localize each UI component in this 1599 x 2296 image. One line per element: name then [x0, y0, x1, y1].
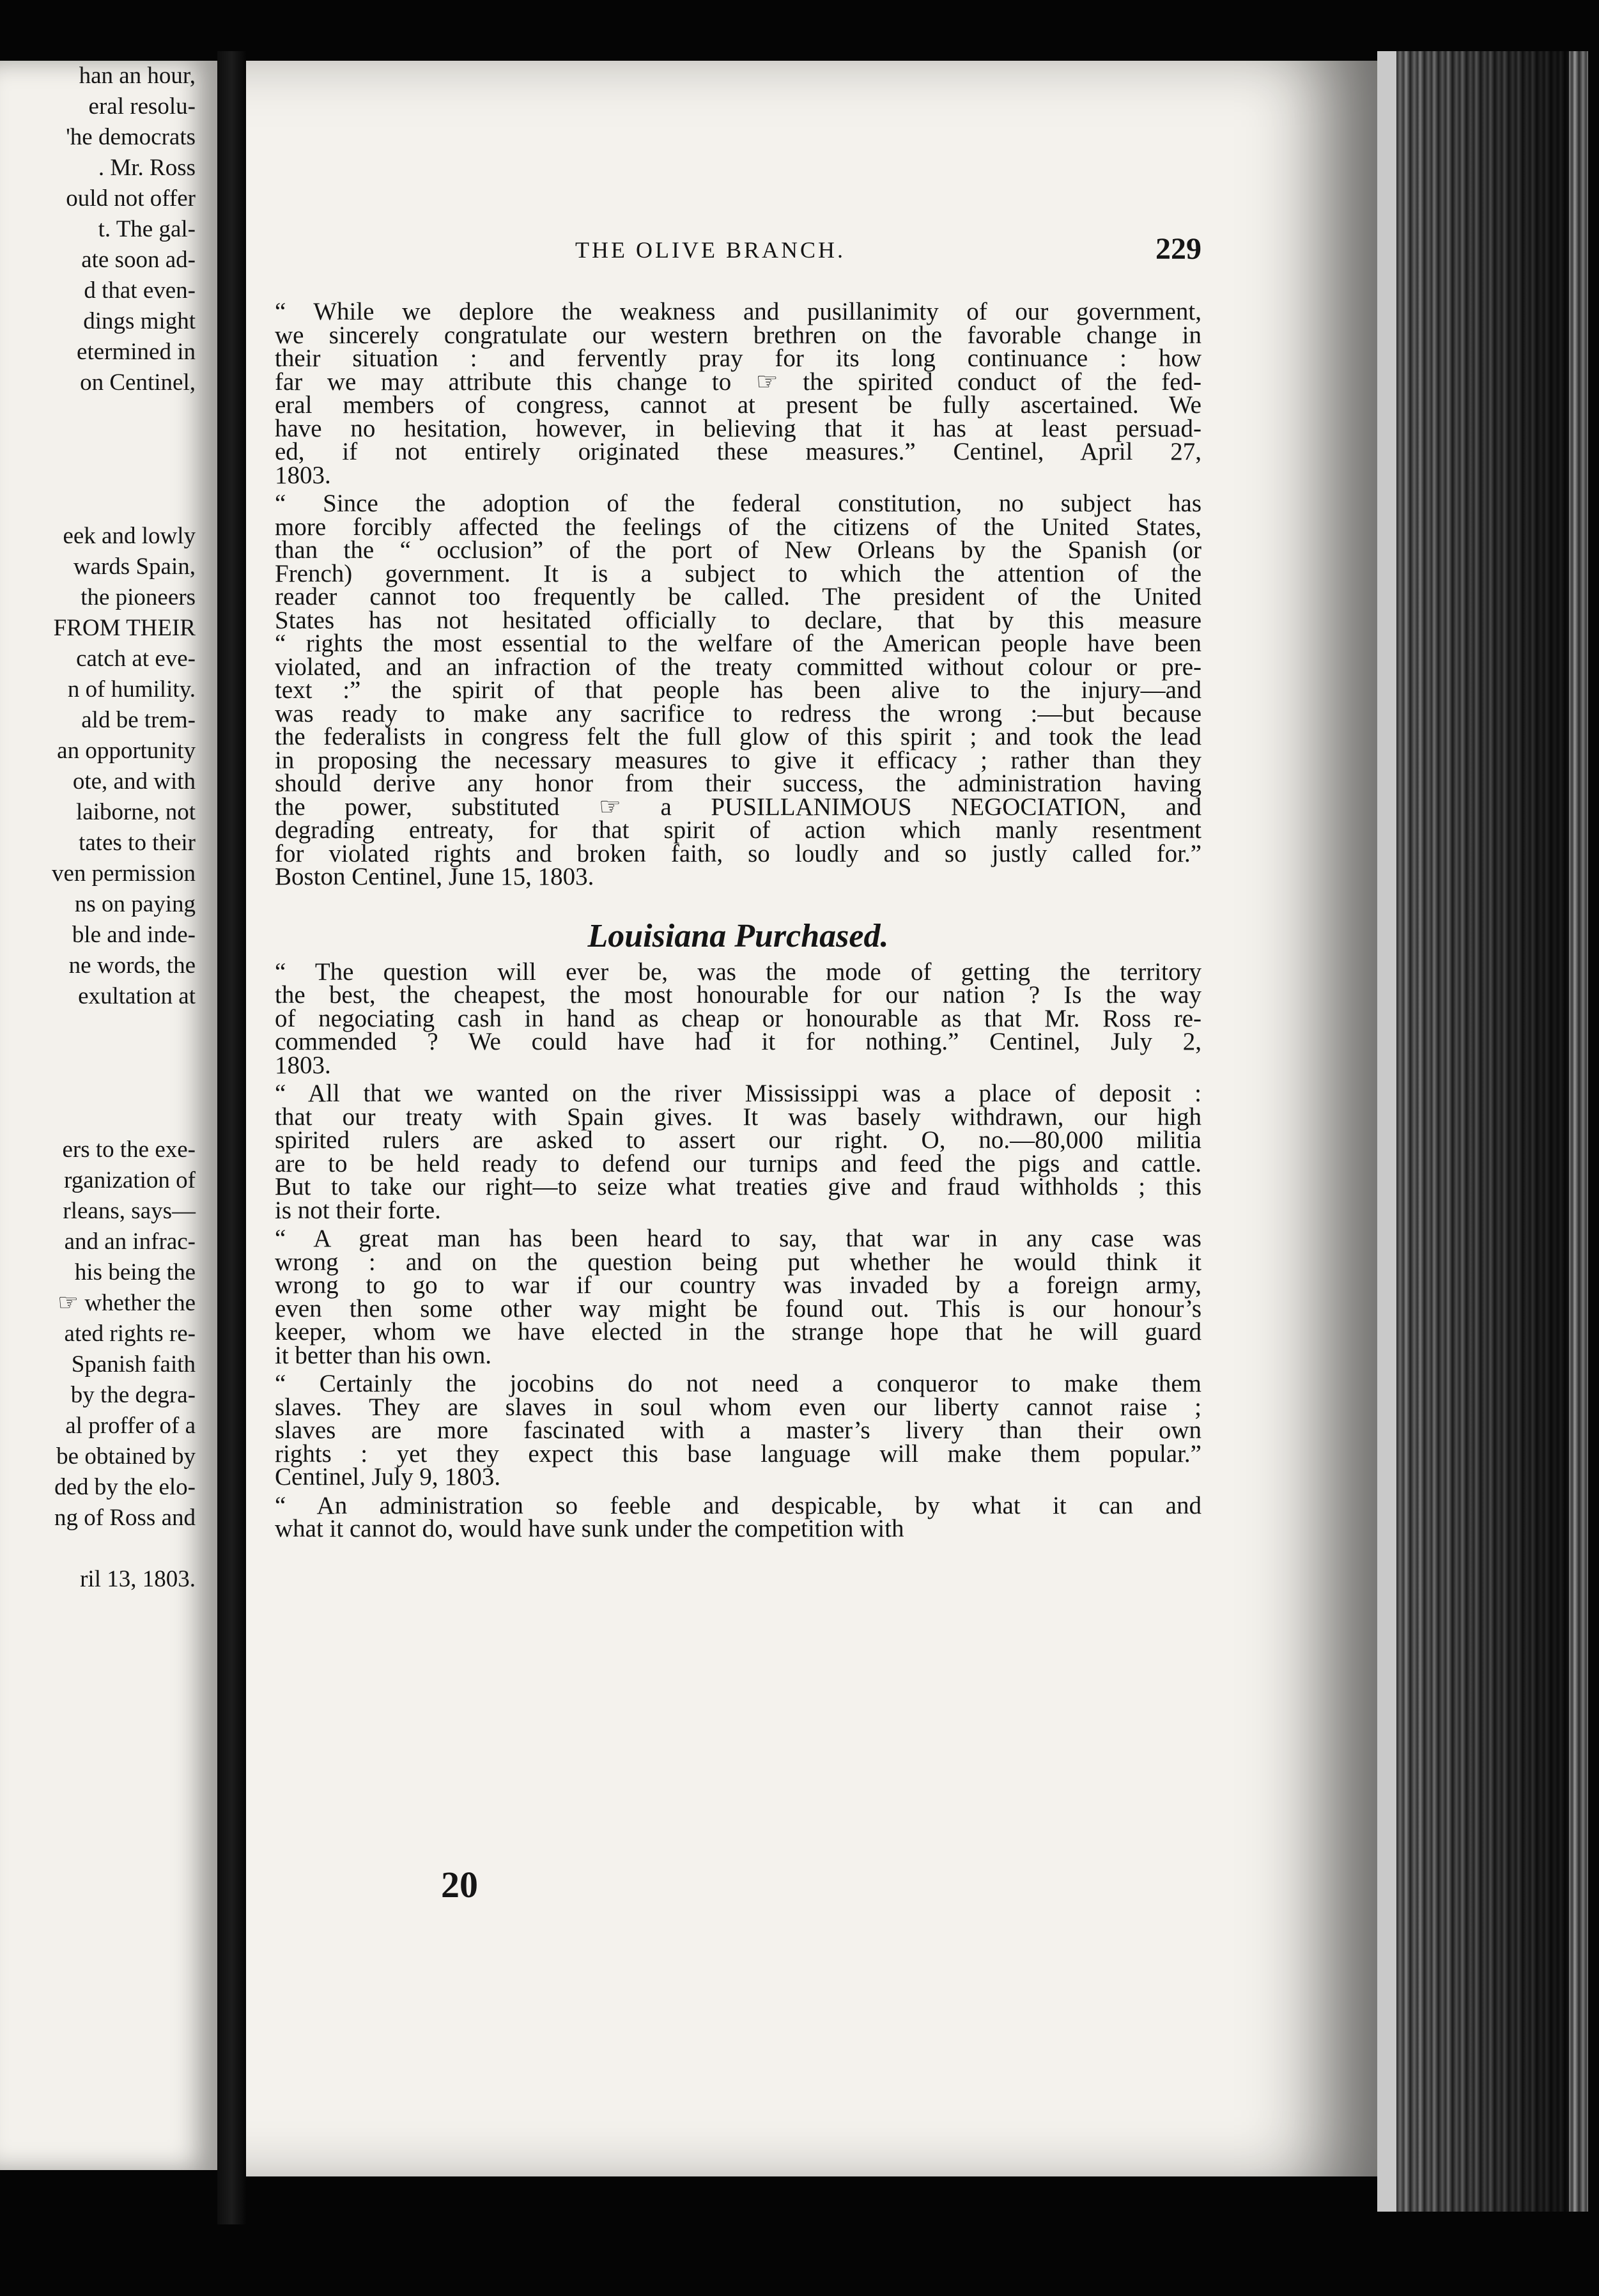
text-line: the federalists in congress felt the full glow of this spirit ; and took the lead: [275, 723, 1201, 750]
text-line: “ rights the most essential to the welfare of the American people have been: [275, 630, 1201, 657]
text-line: “ Certainly the jocobins do not need a conqueror to make them: [275, 1370, 1201, 1397]
left-page-line: the pioneers: [81, 584, 196, 610]
text-line: in proposing the necessary measures to give it efficacy ; rather than they: [275, 746, 1201, 774]
text-line: the best, the cheapest, the most honourable for our nation ? Is the way: [275, 981, 1201, 1009]
text-line: reader cannot too frequently be called. The president of the United: [275, 583, 1201, 610]
text-line: what it cannot do, would have sunk under the competition with: [275, 1515, 904, 1542]
left-page-line: tates to their: [79, 830, 196, 856]
left-page-line: eek and lowly: [63, 523, 196, 549]
text-line: eral members of congress, cannot at present be fully ascertained. We: [275, 391, 1201, 419]
text-line: ed, if not entirely originated these measures.” Centinel, April 27,: [275, 438, 1201, 465]
text-line: should derive any honor from their success, the administration having: [275, 770, 1201, 797]
left-page-line: ate soon ad-: [81, 247, 196, 273]
text-line: that our treaty with Spain gives. It was basely withdrawn, our high: [275, 1103, 1201, 1131]
left-page-line: 'he democrats: [66, 124, 196, 150]
left-page-line: [0, 429, 196, 460]
left-page-line: ald be trem-: [81, 707, 196, 733]
text-line: spirited rulers are asked to assert our right. O, no.—80,000 militia: [275, 1126, 1201, 1154]
page-header: [275, 232, 1201, 275]
left-page-line: ns on paying: [74, 891, 196, 917]
left-page-line: FROM THEIR: [53, 615, 196, 641]
left-page-line: [0, 460, 196, 490]
left-page-line: d that even-: [84, 277, 196, 304]
running-head: THE OLIVE BRANCH.: [575, 237, 846, 263]
left-page-line: by the degra-: [70, 1382, 196, 1408]
text-line: far we may attribute this change to ☞ the spirited conduct of the fed-: [275, 368, 1201, 396]
text-line: is not their forte.: [275, 1196, 441, 1224]
left-page-line: laiborne, not: [75, 799, 196, 825]
left-page-fragment: [0, 61, 217, 2170]
left-page-line: ne words, the: [68, 952, 196, 979]
left-page-line: ould not offer: [66, 185, 196, 212]
text-line: 1803.: [275, 1051, 331, 1079]
text-line: “ An administration so feeble and despicable, by what it can and: [275, 1491, 1201, 1519]
text-line: “ Since the adoption of the federal constitution, no subject has: [275, 490, 1201, 517]
signature-mark: 20: [441, 1864, 478, 1905]
text-line: are to be held ready to defend our turnips and feed the pigs and cattle.: [275, 1149, 1201, 1177]
text-line: their situation : and fervently pray for its long continuance : how: [275, 345, 1201, 372]
text-line: slaves are more fascinated with a master’s livery than their own: [275, 1416, 1201, 1444]
left-page-line: al proffer of a: [65, 1413, 196, 1439]
left-page-line: [0, 1043, 196, 1073]
text-line: degrading entreaty, for that spirit of action which manly resentment: [275, 816, 1201, 844]
paragraph: [275, 492, 1201, 889]
text-line: have no hesitation, however, in believing that it has at least persuad-: [275, 414, 1201, 442]
text-line: for violated rights and broken faith, so loudly and so justly called for.”: [275, 839, 1201, 867]
text-line: wrong : and on the question being put whether he would think it: [275, 1248, 1201, 1276]
left-page-line: catch at eve-: [76, 646, 196, 672]
left-page-line: dings might: [83, 308, 196, 334]
text-line: But to take our right—to seize what treaties give and fraud withholds ; this: [275, 1173, 1201, 1200]
text-line: of negociating cash in hand as cheap or honourable as that Mr. Ross re-: [275, 1004, 1201, 1032]
left-page-line: [0, 490, 196, 521]
left-page-line: exultation at: [78, 983, 196, 1009]
section-heading: Louisiana Purchased.: [587, 917, 889, 954]
left-page-line: [0, 398, 196, 429]
left-page-line: t. The gal-: [98, 216, 196, 242]
paragraph: [275, 300, 1201, 487]
left-page-line: Spanish faith: [71, 1351, 196, 1377]
left-page-line: ng of Ross and: [54, 1505, 196, 1531]
paragraph: [275, 1491, 1201, 1542]
text-line: more forcibly affected the feelings of the citizens of the United States,: [275, 513, 1201, 541]
text-line: even then some other way might be found out. This is our honour’s: [275, 1294, 1201, 1323]
left-page-line: [0, 1012, 196, 1043]
text-line: “ While we deplore the weakness and pusillanimity of our government,: [275, 298, 1201, 325]
text-line: was ready to make any sacrifice to redress the wrong :—but because: [275, 699, 1201, 727]
left-page-line: be obtained by: [56, 1443, 196, 1470]
text-line: keeper, whom we have elected in the strange hope that he will guard: [275, 1318, 1201, 1346]
left-page-line: eral resolu-: [88, 93, 196, 120]
text-line: slaves. They are slaves in soul whom even our liberty cannot raise ;: [275, 1393, 1201, 1421]
left-page-line: ven permission: [51, 860, 196, 887]
text-line: “ The question will ever be, was the mode of getting the territory: [275, 958, 1201, 986]
left-page-line: ril 13, 1803.: [80, 1566, 196, 1592]
left-page-line: rleans, says—: [63, 1198, 196, 1224]
text-line: we sincerely congratulate our western brethren on the favorable change in: [275, 321, 1201, 349]
left-page-line: ble and inde-: [72, 922, 196, 948]
paragraphs-after: [275, 958, 1201, 1542]
left-page-line: ote, and with: [72, 768, 196, 795]
page-number: 229: [1155, 232, 1201, 266]
left-page-line: ers to the exe-: [62, 1136, 196, 1163]
left-page-line: ated rights re-: [64, 1321, 196, 1347]
text-line: wrong to go to war if our country was invaded by a foreign army,: [275, 1271, 1201, 1299]
book-gutter: [217, 51, 246, 2224]
text-line: “ A great man has been heard to say, that war in any case was: [275, 1225, 1201, 1252]
left-page-line: [0, 1533, 196, 1564]
paragraph: [275, 1082, 1201, 1222]
left-page-line: rganization of: [64, 1167, 196, 1193]
left-page-line: han an hour,: [79, 63, 196, 89]
left-page-text: [0, 61, 196, 1595]
left-page-line: an opportunity: [57, 738, 196, 764]
text-line: French) government. It is a subject to which the attention of the: [275, 559, 1201, 587]
left-page-line: . Mr. Ross: [98, 155, 196, 181]
left-page-line: wards Spain,: [73, 554, 196, 580]
text-line: than the “ occlusion” of the port of New Orleans by the Spanish (or: [275, 536, 1201, 564]
left-page-line: n of humility.: [67, 676, 196, 702]
body-text: [275, 300, 1201, 1546]
text-line: “ All that we wanted on the river Mississippi was a place of deposit :: [275, 1080, 1201, 1107]
text-line: Centinel, July 9, 1803.: [275, 1463, 501, 1491]
paragraph: [275, 1227, 1201, 1367]
text-line: commended ? We could have had it for nothing.” Centinel, July 2,: [275, 1028, 1201, 1055]
left-page-line: [0, 1073, 196, 1104]
text-line: Boston Centinel, June 15, 1803.: [275, 863, 594, 890]
left-page-line: on Centinel,: [80, 369, 196, 396]
paragraphs-before: [275, 300, 1201, 889]
text-line: 1803.: [275, 461, 331, 489]
left-page-line: ded by the elo-: [54, 1474, 196, 1500]
left-page-line: etermined in: [77, 339, 196, 365]
text-line: the power, substituted ☞ a PUSILLANIMOUS NEGOCIATION, and: [275, 793, 1201, 821]
left-page-line: ☞ whether the: [57, 1290, 196, 1316]
left-page-line: and an infrac-: [64, 1229, 196, 1255]
left-page-line: [0, 1104, 196, 1135]
text-line: it better than his own.: [275, 1341, 492, 1369]
text-line: text :” the spirit of that people has been alive to the injury—and: [275, 676, 1201, 704]
book-edge-shadow: [1396, 51, 1569, 2212]
text-line: violated, and an infraction of the treaty committed without colour or pre-: [275, 653, 1201, 681]
paragraph: [275, 1372, 1201, 1489]
text-line: rights : yet they expect this base language will make them popular.”: [275, 1439, 1201, 1468]
paragraph: [275, 958, 1201, 1079]
left-page-line: his being the: [74, 1259, 196, 1285]
text-line: States has not hesitated officially to declare, that by this measure: [275, 606, 1201, 634]
